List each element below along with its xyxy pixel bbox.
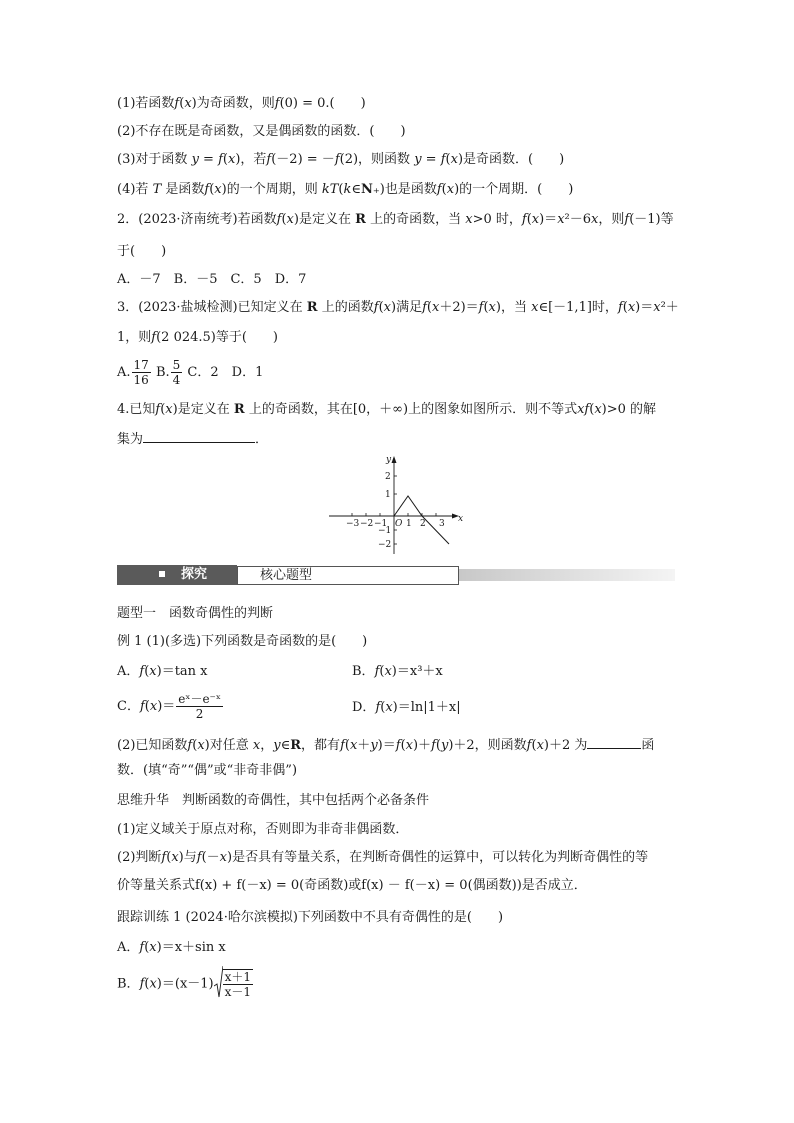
thinking-summary: 思维升华 判断函数的奇偶性，其中包括两个必备条件 xyxy=(117,793,430,808)
q2-line-2: 于( ) xyxy=(117,244,167,259)
text: 1，则 xyxy=(117,330,152,345)
text: ＋2，则函数 xyxy=(453,738,527,753)
text: 上的函数 xyxy=(321,300,374,315)
text: 与 xyxy=(183,850,197,865)
numerator: 17 xyxy=(133,358,149,372)
text: (2)判断 xyxy=(117,850,162,865)
text: C．2 D．1 xyxy=(187,365,264,380)
answer-blank[interactable] xyxy=(587,736,641,749)
q3-line-2: 1，则f(2 024.5)等于( ) xyxy=(117,330,279,345)
text: 是否具有等量关系，在判断奇偶性的运算中，可以转化为判断奇偶性的等 xyxy=(232,850,649,865)
y-tick-label: 1 xyxy=(385,490,391,500)
thinking-point-2: (2)判断f(x)与f(－x)是否具有等量关系，在判断奇偶性的运算中，可以转化为判断奇偶性的等 xyxy=(117,850,649,865)
text: B． xyxy=(117,976,140,992)
q4-line-1: 4.已知f(x)是定义在 R 上的奇函数，其在[0，＋∞)上的图象如图所示．则不等式xf(x)>0 的解 xyxy=(117,402,657,417)
text: (－2) = － xyxy=(271,152,335,167)
x-tick-label: 1 xyxy=(406,519,412,529)
judge-item-4: (4)若 T 是函数f(x)的一个周期，则 kT(k∈N₊)也是函数f(x)的一个周期．( ) xyxy=(117,182,574,197)
text: 3．(2023·盐城检测)已知定义在 xyxy=(117,300,303,315)
text: (4)若 xyxy=(117,182,149,197)
text: 是定义在 xyxy=(298,212,351,227)
text: (2)已知函数 xyxy=(117,738,188,753)
text: 时， xyxy=(591,300,618,315)
text: (3)对于函数 xyxy=(117,152,188,167)
judge-item-3: (3)对于函数 y = f(x)，若f(－2) = －f(2)，则函数 y = f(x)是奇函数．( ) xyxy=(117,152,565,167)
text: 2．(2023·济南统考)若函数 xyxy=(117,212,277,227)
text: ，当 xyxy=(500,300,527,315)
text: 为奇函数，则 xyxy=(196,96,275,111)
text: ＝(x－1) xyxy=(161,976,214,992)
y-tick-label: −2 xyxy=(378,540,392,550)
text: ＝x＋sin x xyxy=(161,940,226,955)
text: 等 xyxy=(660,212,674,227)
text: >0 的解 xyxy=(606,402,657,417)
option-a: A．f(x)＝tan x xyxy=(117,664,208,679)
text: 集为 xyxy=(117,432,144,447)
q3-choices: A. $\frac{17}{16}$ B. $\frac{5}{4}$ C．2 D．1 xyxy=(117,358,264,387)
text: 是定义在 xyxy=(177,402,230,417)
text: A． xyxy=(117,940,140,955)
tracking-option-b: B．f(x)＝(x－1) $\frac{x+1}{x-1}$ xyxy=(117,966,253,1003)
q2-line-1: 2．(2023·济南统考)若函数f(x)是定义在 R 上的奇函数，当 x>0 时，f(x)＝x²－6x，则f(－1)等 xyxy=(117,212,674,227)
text: B． xyxy=(352,664,375,679)
text: 是奇函数．( ) xyxy=(463,152,565,167)
example-1-part-2: (2)已知函数f(x)对任意 x，y∈R，都有f(x＋y)＝f(x)＋f(y)＋2，则函数f(x)＋2 为 函 xyxy=(117,738,655,753)
function-graph xyxy=(325,450,465,558)
thinking-point-1: (1)定义域关于原点对称，否则即为非奇非偶函数． xyxy=(117,822,409,837)
numerator: x＋1 xyxy=(224,969,252,984)
text: 满足 xyxy=(396,300,423,315)
text: 的一个周期．( ) xyxy=(459,182,574,197)
text: 上的奇函数，当 xyxy=(370,212,462,227)
y-axis-arrow xyxy=(392,456,397,463)
x-tick-label: 3 xyxy=(439,519,445,529)
x-tick-label: −2 xyxy=(360,519,374,529)
text: ，都有 xyxy=(301,738,341,753)
option-b: B．f(x)＝x³＋x xyxy=(352,664,443,679)
fraction xyxy=(132,358,151,387)
option-c: C．f(x)＝ $\frac{\text{eˣ－e⁻ˣ}}{2}$ xyxy=(117,692,221,721)
text: ，则 xyxy=(598,212,625,227)
denominator: 4 xyxy=(172,373,181,387)
fraction xyxy=(223,969,253,999)
radical-sign-icon xyxy=(214,966,223,998)
text: 的一个周期，则 xyxy=(226,182,318,197)
q4-line-2: 集为 ． xyxy=(117,432,269,447)
text: ＝ln|1＋x| xyxy=(397,700,461,715)
judge-item-2: (2)不存在既是奇函数，又是偶函数的函数．( ) xyxy=(117,124,406,139)
text: ＋2 为 xyxy=(548,738,588,753)
answer-blank[interactable] xyxy=(143,430,255,443)
x-tick-label: −1 xyxy=(374,519,388,529)
text: 也是函数 xyxy=(384,182,437,197)
x-tick-label: −3 xyxy=(346,519,360,529)
text: 时， xyxy=(495,212,522,227)
tracking-option-a: A．f(x)＝x＋sin x xyxy=(117,940,226,955)
denominator: 2 xyxy=(195,707,204,721)
banner-box xyxy=(237,566,459,585)
text: 上的奇函数，其在[0，＋∞)上的图象如图所示．则不等式 xyxy=(248,402,578,417)
section-title: 题型一 函数奇偶性的判断 xyxy=(117,606,274,621)
numerator: 5 xyxy=(172,358,181,372)
origin-label: O xyxy=(395,519,403,529)
q3-line-1: 3．(2023·盐城检测)已知定义在 R 上的函数f(x)满足f(x＋2)＝f(x)，当 x∈[－1,1]时，f(x)＝x²＋ xyxy=(117,300,679,315)
section-banner xyxy=(117,565,675,585)
banner-left-label: 探究 xyxy=(181,567,208,582)
banner-dark-tab xyxy=(117,565,237,585)
text: ＝tan x xyxy=(161,664,208,679)
text: A． xyxy=(117,664,140,679)
text: (1)若函数 xyxy=(117,96,175,111)
text: 函 xyxy=(641,738,655,753)
text: ＝x³＋x xyxy=(396,664,443,679)
y-axis-label: y xyxy=(386,455,392,465)
square-bullet-icon xyxy=(159,571,165,577)
text: (2 024.5)等于( ) xyxy=(156,330,279,345)
judge-item-1: (1)若函数f(x)为奇函数，则f(0) = 0.( ) xyxy=(117,96,366,111)
text: (2)，则函数 xyxy=(339,152,411,167)
denominator: 16 xyxy=(133,373,149,387)
numerator: eˣ－e⁻ˣ xyxy=(178,692,221,706)
x-axis-label: x xyxy=(458,514,464,524)
denominator: x－1 xyxy=(224,984,252,999)
banner-gradient xyxy=(459,569,675,581)
text: D． xyxy=(352,700,376,715)
text: (0) = 0.( ) xyxy=(279,96,366,111)
fraction xyxy=(171,358,183,387)
text: 对任意 xyxy=(209,738,249,753)
y-tick-label: −1 xyxy=(378,526,392,536)
example-1-part-2-line-2: 数．(填“奇”“偶”或“非奇非偶”) xyxy=(117,763,298,778)
text: ，若 xyxy=(240,152,267,167)
text: 4.已知 xyxy=(117,402,156,417)
text: C． xyxy=(117,699,140,714)
fraction xyxy=(176,692,223,721)
tracking-exercise-1: 跟踪训练 1 (2024·哈尔滨模拟)下列函数中不具有奇偶性的是( ) xyxy=(117,910,504,925)
banner-right-label: 核心题型 xyxy=(260,568,313,583)
text: 是函数 xyxy=(165,182,205,197)
q2-choices: A．－7 B．－5 C．5 D．7 xyxy=(117,272,307,287)
example-1-line: 例 1 (1)(多选)下列函数是奇函数的是( ) xyxy=(117,634,368,649)
x-tick-label: 2 xyxy=(420,519,426,529)
y-tick-label: 2 xyxy=(385,472,391,482)
option-d: D．f(x)＝ln|1＋x| xyxy=(352,700,461,715)
square-root xyxy=(214,966,253,1002)
thinking-point-2-line-2: 价等量关系式f(x) + f(－x) = 0(奇函数)或f(x) － f(－x) = 0(偶函数))是否成立． xyxy=(117,878,587,893)
